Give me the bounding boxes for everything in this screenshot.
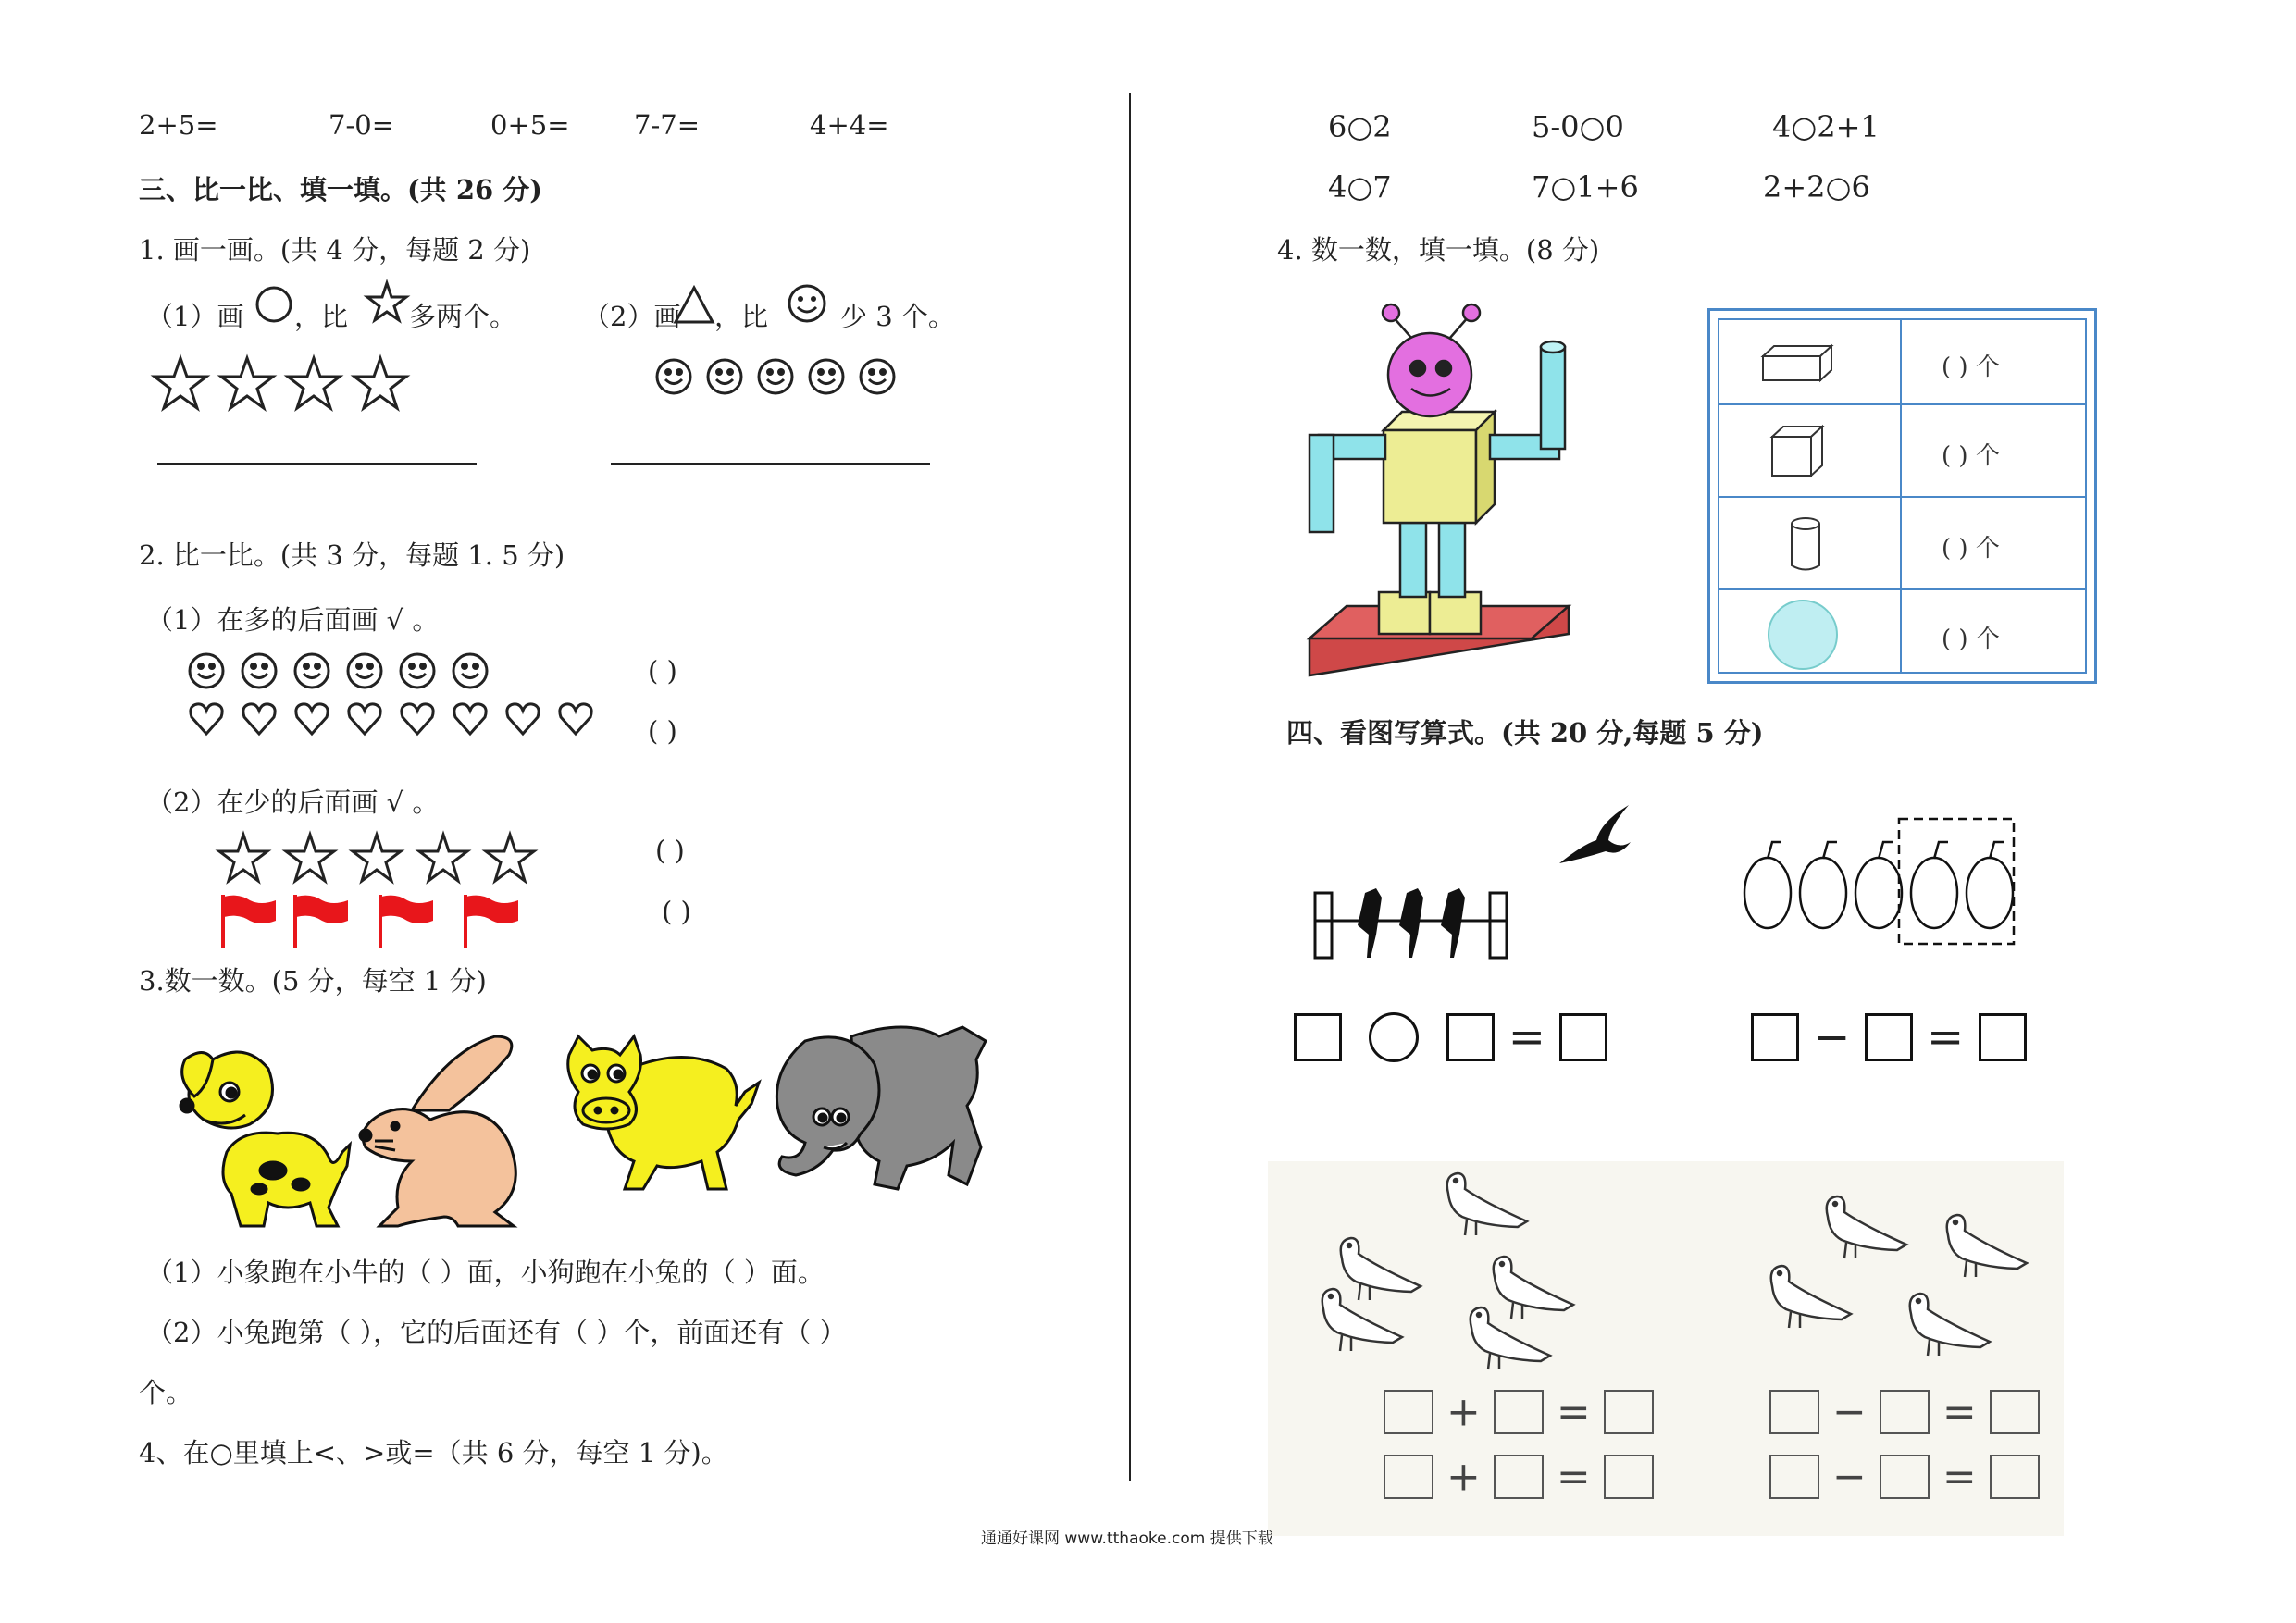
section3-title: 三、比一比、填一填。(共 26 分) bbox=[139, 174, 542, 205]
q2-part2: （2）在少的后面画 √ 。 bbox=[146, 787, 440, 818]
q4-title: 4、在○里填上<、>或=（共 6 分，每空 1 分)。 bbox=[139, 1437, 728, 1468]
count-blank[interactable]: ( ) 个 bbox=[1942, 626, 2000, 653]
star-icon bbox=[219, 835, 267, 881]
answer-box[interactable] bbox=[1990, 1455, 2040, 1499]
table-row bbox=[1719, 405, 2085, 498]
answer-box[interactable] bbox=[1446, 1013, 1495, 1061]
pigeon-icon bbox=[1447, 1173, 1527, 1235]
count-blank[interactable]: ( ) 个 bbox=[1942, 535, 2000, 563]
cube-icon bbox=[1770, 424, 1826, 479]
smiley-icon bbox=[348, 654, 381, 688]
smiley-icon bbox=[810, 360, 843, 393]
equals-sign: = bbox=[1942, 1453, 1977, 1501]
flags-row bbox=[220, 893, 526, 950]
heart-icon bbox=[296, 704, 328, 734]
answer-paren[interactable]: ( ) bbox=[655, 835, 685, 866]
flag-icon bbox=[380, 895, 433, 948]
heart-icon bbox=[560, 704, 591, 734]
answer-paren[interactable]: ( ) bbox=[648, 715, 677, 747]
apples-image bbox=[1740, 814, 2022, 948]
section4-title: 四、看图写算式。(共 20 分,每题 5 分) bbox=[1286, 717, 1764, 749]
dog-image bbox=[176, 1041, 352, 1231]
count-blank[interactable]: ( ) 个 bbox=[1942, 353, 2000, 381]
q1-part1-c: 多两个。 bbox=[409, 301, 517, 332]
smileys-row-6 bbox=[188, 652, 493, 691]
answer-box[interactable] bbox=[1559, 1013, 1607, 1061]
answer-box[interactable] bbox=[1880, 1390, 1930, 1434]
count-table bbox=[1707, 308, 2097, 684]
column-divider bbox=[1129, 93, 1131, 1481]
cow-image bbox=[555, 1032, 763, 1203]
q1-part2-a: （2）画 bbox=[583, 301, 681, 332]
pigeon-equation-1 bbox=[1384, 1386, 1654, 1436]
star-icon bbox=[288, 358, 340, 408]
pigeon-equation-2 bbox=[1384, 1451, 1654, 1501]
bird-icon bbox=[1358, 888, 1382, 958]
answer-box[interactable] bbox=[1604, 1455, 1654, 1499]
answer-box[interactable] bbox=[1979, 1013, 2027, 1061]
heart-icon bbox=[243, 704, 275, 734]
answer-box[interactable] bbox=[1294, 1013, 1342, 1061]
q2-title: 2. 比一比。(共 3 分，每题 1. 5 分) bbox=[139, 539, 565, 571]
minus-sign: − bbox=[1813, 1011, 1851, 1063]
apple-icon bbox=[1855, 842, 1902, 928]
q1-part2-c: 少 3 个。 bbox=[840, 301, 955, 332]
smiley-icon bbox=[190, 654, 223, 688]
pigeon-icon bbox=[1341, 1238, 1421, 1300]
table-row bbox=[1719, 590, 2085, 675]
plus-sign: + bbox=[1446, 1453, 1481, 1501]
smiley-icon bbox=[453, 654, 487, 688]
expression-5: 4+4= bbox=[810, 109, 889, 141]
q3-line2: （2）小兔跑第（ ），它的后面还有（ ）个，前面还有（ ） bbox=[146, 1317, 847, 1348]
answer-box[interactable] bbox=[1769, 1390, 1819, 1434]
answer-box[interactable] bbox=[1990, 1390, 2040, 1434]
answer-paren[interactable]: ( ) bbox=[662, 896, 691, 927]
cuboid-icon bbox=[1761, 343, 1835, 385]
equation-1 bbox=[1294, 1009, 1607, 1063]
answer-box[interactable] bbox=[1494, 1455, 1544, 1499]
q3-title: 3.数一数。(5 分，每空 1 分) bbox=[139, 965, 487, 997]
equals-sign: = bbox=[1556, 1453, 1591, 1501]
equals-sign: = bbox=[1508, 1011, 1546, 1063]
smiley-icon bbox=[708, 360, 741, 393]
answer-box[interactable] bbox=[1769, 1455, 1819, 1499]
q1-part1-a: （1）画 bbox=[146, 301, 244, 332]
smiley-icon bbox=[759, 360, 792, 393]
expression-2: 7-0= bbox=[329, 109, 394, 141]
table-row bbox=[1719, 320, 2085, 405]
smiley-icon bbox=[401, 654, 434, 688]
smiley-icon bbox=[861, 360, 894, 393]
pigeon-icon bbox=[1494, 1257, 1573, 1319]
table-row bbox=[1719, 498, 2085, 590]
swallow-icon bbox=[1555, 803, 1633, 868]
pigeons-right-image bbox=[1763, 1189, 2041, 1383]
heart-icon bbox=[454, 704, 486, 734]
answer-box[interactable] bbox=[1384, 1455, 1433, 1499]
birds-fence-image bbox=[1309, 805, 1522, 958]
smileys-row bbox=[655, 358, 905, 399]
apple-icon bbox=[1744, 842, 1791, 928]
star-icon bbox=[354, 358, 406, 408]
answer-line-2[interactable] bbox=[611, 463, 930, 465]
compare-item[interactable]: 4○7 bbox=[1328, 169, 1392, 204]
cylinder-icon bbox=[1789, 514, 1826, 575]
rabbit-image bbox=[356, 1032, 527, 1231]
equals-sign: = bbox=[1927, 1011, 1965, 1063]
flag-icon bbox=[295, 895, 348, 948]
elephant-image bbox=[768, 1013, 990, 1198]
star-icon bbox=[353, 835, 401, 881]
q1-title: 1. 画一画。(共 4 分，每题 2 分) bbox=[139, 234, 531, 266]
flag-icon bbox=[223, 895, 276, 948]
pigeon-icon bbox=[1322, 1289, 1402, 1351]
compare-item[interactable]: 4○2+1 bbox=[1772, 109, 1880, 144]
answer-box[interactable] bbox=[1880, 1455, 1930, 1499]
pigeon-icon bbox=[1827, 1196, 1906, 1258]
apple-icon bbox=[1911, 842, 1957, 928]
plus-sign: + bbox=[1446, 1388, 1481, 1436]
answer-line-1[interactable] bbox=[157, 463, 477, 465]
minus-sign: − bbox=[1832, 1453, 1867, 1501]
triangle-icon bbox=[674, 285, 714, 326]
answer-box[interactable] bbox=[1494, 1390, 1544, 1434]
equals-sign: = bbox=[1556, 1388, 1591, 1436]
answer-circle[interactable] bbox=[1369, 1012, 1419, 1062]
q3-line1: （1）小象跑在小牛的（ ）面，小狗跑在小兔的（ ）面。 bbox=[146, 1257, 825, 1288]
star-icon bbox=[419, 835, 467, 881]
sphere-icon bbox=[1766, 598, 1840, 672]
pigeon-icon bbox=[1910, 1294, 1990, 1356]
star-icon bbox=[155, 358, 206, 408]
hearts-row bbox=[188, 700, 604, 737]
q3-line3: 个。 bbox=[139, 1377, 193, 1408]
q2-part1: （1）在多的后面画 √ 。 bbox=[146, 604, 440, 636]
compare-item[interactable]: 5-0○0 bbox=[1532, 109, 1624, 144]
heart-icon bbox=[507, 704, 539, 734]
bird-icon bbox=[1441, 888, 1465, 958]
equals-sign: = bbox=[1942, 1388, 1977, 1436]
compare-item[interactable]: 7○1+6 bbox=[1532, 169, 1639, 204]
stars-row-5 bbox=[217, 833, 541, 885]
answer-box[interactable] bbox=[1751, 1013, 1799, 1061]
answer-paren[interactable]: ( ) bbox=[648, 655, 677, 687]
smiley-icon bbox=[295, 654, 329, 688]
circle-icon bbox=[255, 285, 294, 324]
pigeon-icon bbox=[1771, 1266, 1851, 1328]
equation-2 bbox=[1751, 1009, 2027, 1063]
stars-row bbox=[153, 356, 421, 412]
answer-box[interactable] bbox=[1865, 1013, 1913, 1061]
footer-credit: 通通好课网 www.tthaoke.com 提供下载 bbox=[981, 1530, 1273, 1548]
q1-part2-b: ，比 bbox=[714, 301, 769, 332]
answer-box[interactable] bbox=[1384, 1390, 1433, 1434]
count-blank[interactable]: ( ) 个 bbox=[1942, 442, 2000, 470]
pigeon-icon bbox=[1947, 1215, 2027, 1277]
star-icon bbox=[221, 358, 273, 408]
star-icon bbox=[486, 835, 534, 881]
expression-4: 7-7= bbox=[634, 109, 700, 141]
star-icon bbox=[366, 281, 407, 322]
compare-item[interactable]: 6○2 bbox=[1328, 109, 1392, 144]
compare-item[interactable]: 2+2○6 bbox=[1763, 169, 1870, 204]
count-title: 4. 数一数，填一填。(8 分) bbox=[1277, 234, 1600, 266]
pigeons-left-image bbox=[1333, 1166, 1638, 1383]
heart-icon bbox=[349, 704, 380, 734]
expression-3: 0+5= bbox=[490, 109, 570, 141]
smiley-icon bbox=[657, 360, 690, 393]
robot-image bbox=[1291, 296, 1610, 689]
q1-part1-b: ，比 bbox=[294, 301, 349, 332]
pigeon-icon bbox=[1471, 1307, 1550, 1369]
heart-icon bbox=[191, 704, 222, 734]
pigeon-equation-4 bbox=[1769, 1451, 2040, 1501]
pigeon-equation-3 bbox=[1769, 1386, 2040, 1436]
bird-icon bbox=[1399, 888, 1423, 958]
star-icon bbox=[286, 835, 334, 881]
smiley-icon bbox=[787, 283, 827, 324]
apple-icon bbox=[1967, 842, 2013, 928]
apple-icon bbox=[1800, 842, 1846, 928]
answer-box[interactable] bbox=[1604, 1390, 1654, 1434]
minus-sign: − bbox=[1832, 1388, 1867, 1436]
heart-icon bbox=[402, 704, 433, 734]
expression-1: 2+5= bbox=[139, 109, 218, 141]
smiley-icon bbox=[242, 654, 276, 688]
flag-icon bbox=[465, 895, 518, 948]
